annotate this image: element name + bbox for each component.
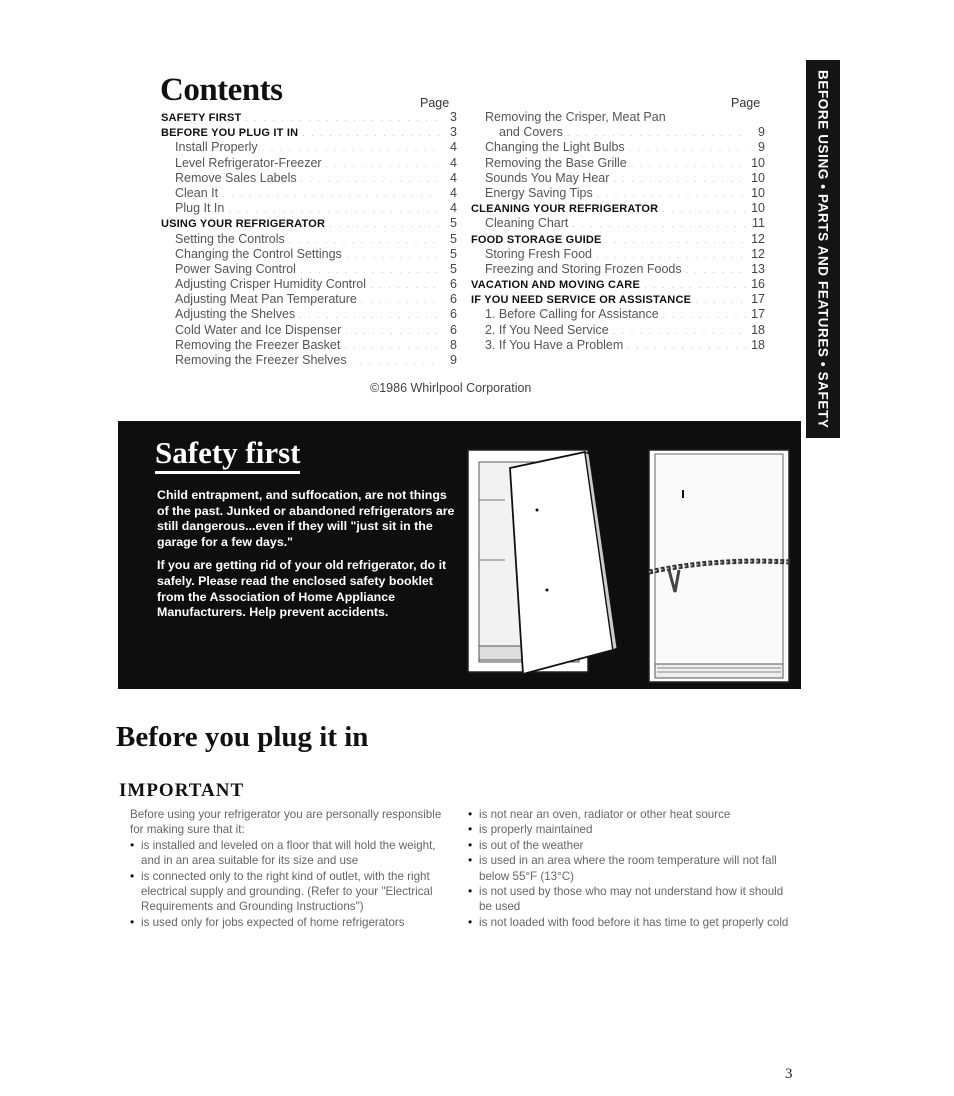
important-item: • is installed and leveled on a floor that will hold the weight, and in an area suitable for its size and use: [130, 838, 450, 869]
toc-entry-page: 18: [751, 322, 765, 337]
toc-entry: [471, 232, 765, 247]
toc-entry-title: Adjusting Crisper Humidity Control: [175, 277, 367, 292]
toc-leader-dots: [346, 248, 439, 263]
toc-entry-page: 10: [751, 201, 765, 216]
important-right-column: [468, 807, 793, 930]
toc-leader-dots: [329, 217, 439, 232]
toc-leader-dots: [572, 217, 747, 232]
important-item: • is properly maintained: [468, 822, 793, 837]
toc-entry-title: 3. If You Have a Problem: [485, 337, 624, 352]
toc-entry: [161, 201, 457, 216]
toc-entry-page: 6: [450, 322, 457, 337]
safety-warning-text: [157, 488, 457, 621]
toc-entry-title: Changing the Light Bulbs: [485, 140, 625, 155]
left-page-header: Page: [420, 96, 450, 110]
toc-entry: [471, 277, 765, 292]
toc-leader-dots: [613, 172, 747, 187]
toc-leader-dots: [695, 293, 747, 308]
toc-entry-title: BEFORE YOU PLUG IT IN: [161, 127, 299, 140]
toc-entry: [471, 171, 765, 186]
toc-leader-dots: [262, 141, 439, 156]
toc-entry-page: 6: [450, 307, 457, 322]
section-side-tab: [806, 60, 840, 438]
toc-entry: [471, 307, 765, 322]
toc-entry-page: 5: [450, 246, 457, 261]
toc-leader-dots: [289, 233, 439, 248]
important-left-column: [130, 807, 450, 930]
toc-leader-dots: [326, 157, 439, 172]
chained-refrigerator-illustration: [649, 450, 791, 682]
toc-leader-dots: [606, 233, 747, 248]
safety-first-panel: [118, 421, 801, 689]
important-item: • is not near an oven, radiator or other heat source: [468, 807, 793, 822]
toc-leader-dots: [613, 324, 747, 339]
toc-entry: [471, 216, 765, 231]
toc-entry: [471, 156, 765, 171]
important-item: • is used in an area where the room temperature will not fall below 55°F (13°C): [468, 853, 793, 884]
safety-title: Safety first: [155, 438, 300, 474]
important-item: • is used only for jobs expected of home refrigerators: [130, 915, 450, 930]
toc-entry-title: Storing Fresh Food: [485, 246, 592, 261]
toc-entry-title: 1. Before Calling for Assistance: [485, 307, 659, 322]
toc-entry: [161, 232, 457, 247]
open-refrigerator-illustration: [468, 450, 617, 674]
toc-entry-page: 17: [751, 307, 765, 322]
toc-entry-title: Cleaning Chart: [485, 216, 569, 231]
toc-leader-dots: [351, 354, 439, 369]
toc-entry: [471, 323, 765, 338]
toc-entry-title: Remove Sales Labels: [175, 170, 297, 185]
toc-entry-page: 8: [450, 337, 457, 352]
toc-entry-page: 10: [751, 155, 765, 170]
toc-entry-page: 5: [450, 231, 457, 246]
toc-leader-dots: [302, 126, 439, 141]
toc-entry-page: 17: [751, 292, 765, 307]
toc-entry-title: Adjusting Meat Pan Temperature: [175, 292, 357, 307]
toc-entry: [161, 171, 457, 186]
toc-entry-title: USING YOUR REFRIGERATOR: [161, 218, 326, 231]
toc-leader-dots: [299, 308, 439, 323]
important-item: • is out of the weather: [468, 838, 793, 853]
toc-entry: [161, 353, 457, 368]
toc-entry: [471, 125, 765, 140]
toc-leader-dots: [662, 202, 747, 217]
toc-entry-title: Changing the Control Settings: [175, 246, 342, 261]
toc-entry: [161, 216, 457, 231]
toc-entry-page: 4: [450, 201, 457, 216]
toc-entry: [471, 338, 765, 353]
toc-entry-title: Removing the Freezer Basket: [175, 337, 341, 352]
toc-entry: [471, 201, 765, 216]
toc-entry-page: 13: [751, 261, 765, 276]
toc-entry-page: 11: [752, 216, 765, 231]
toc-leader-dots: [344, 339, 439, 354]
toc-entry-page: 3: [450, 110, 457, 124]
toc-entry: [471, 247, 765, 262]
toc-leader-dots: [345, 324, 439, 339]
toc-entry: [161, 247, 457, 262]
before-you-plug-it-in-title: Before you plug it in: [116, 721, 369, 753]
toc-entry-title: Freezing and Storing Frozen Foods: [485, 261, 682, 276]
toc-leader-dots: [567, 126, 747, 141]
toc-entry-title: Level Refrigerator-Freezer: [175, 155, 322, 170]
toc-entry: [471, 262, 765, 277]
copyright-notice: ©1986 Whirlpool Corporation: [370, 381, 532, 395]
toc-entry: [161, 156, 457, 171]
toc-entry: [161, 338, 457, 353]
toc-entry-title: Removing the Crisper, Meat Pan: [485, 110, 666, 124]
toc-entry-page: 3: [450, 125, 457, 140]
toc-entry: [161, 125, 457, 140]
toc-entry-title: SAFETY FIRST: [161, 112, 242, 124]
toc-entry-page: 18: [751, 337, 765, 352]
page-number: 3: [785, 1066, 793, 1082]
toc-entry-title: Cold Water and Ice Dispenser: [175, 322, 342, 337]
toc-leader-dots: [300, 263, 439, 278]
toc-entry-title: FOOD STORAGE GUIDE: [471, 233, 602, 246]
toc-leader-dots: [370, 278, 439, 293]
toc-entry: [161, 262, 457, 277]
toc-entry-title: VACATION AND MOVING CARE: [471, 279, 640, 292]
toc-entry-page: 12: [751, 246, 765, 261]
toc-entry-page: 10: [751, 185, 765, 200]
important-item: • is not used by those who may not understand how it should be used: [468, 884, 793, 915]
toc-left-column: [161, 110, 457, 368]
toc-entry-title: Clean It: [175, 185, 219, 200]
safety-paragraph-2: If you are getting rid of your old refrigerator, do it safely. Please read the enclosed safety booklet from the Association of Home Appliance Manufacturers. Help prevent accidents.: [157, 558, 447, 620]
toc-entry-page: 9: [450, 353, 457, 367]
toc-entry-page: 5: [450, 216, 457, 231]
toc-leader-dots: [597, 187, 747, 202]
toc-entry-page: 9: [758, 125, 765, 140]
toc-entry-page: 6: [450, 292, 457, 307]
important-heading: IMPORTANT: [119, 780, 245, 801]
toc-leader-dots: [631, 157, 747, 172]
toc-leader-dots: [361, 293, 439, 308]
toc-entry-page: 4: [450, 185, 457, 200]
important-intro: Before using your refrigerator you are personally responsible for making sure that it:: [130, 808, 442, 837]
toc-leader-dots: [627, 339, 747, 354]
toc-entry: [471, 140, 765, 155]
side-tab-label: BEFORE USING • PARTS AND FEATURES • SAFETY: [815, 69, 831, 429]
toc-entry-title: Energy Saving Tips: [485, 185, 593, 200]
toc-entry-page: 16: [751, 277, 765, 292]
refrigerator-illustration: [465, 440, 795, 686]
toc-entry: [471, 292, 765, 307]
right-page-header: Page: [731, 96, 761, 110]
toc-entry: [161, 277, 457, 292]
toc-entry-title: CLEANING YOUR REFRIGERATOR: [471, 203, 659, 216]
toc-entry: [161, 323, 457, 338]
important-item: • is connected only to the right kind of outlet, with the right electrical supply and grounding. (Refer to your "Electrical Requirements and Grounding Instructions"): [130, 869, 450, 915]
toc-leader-dots: [222, 187, 439, 202]
toc-entry: [161, 292, 457, 307]
toc-entry: [471, 110, 765, 125]
toc-entry-page: 4: [450, 140, 457, 155]
toc-entry: [471, 186, 765, 201]
toc-leader-dots: [596, 248, 747, 263]
toc-entry-title: and Covers: [499, 125, 563, 140]
toc-entry: [161, 140, 457, 155]
toc-leader-dots: [644, 278, 747, 293]
toc-entry-title: 2. If You Need Service: [485, 322, 609, 337]
toc-entry: [161, 110, 457, 125]
important-item: • is not loaded with food before it has time to get properly cold: [468, 915, 793, 930]
toc-entry-page: 10: [751, 170, 765, 185]
toc-entry-page: 12: [751, 231, 765, 246]
toc-entry-title: Removing the Freezer Shelves: [175, 353, 347, 367]
toc-entry-title: Install Properly: [175, 140, 258, 155]
toc-leader-dots: [228, 202, 439, 217]
toc-entry-page: 4: [450, 170, 457, 185]
toc-entry-title: Setting the Controls: [175, 231, 285, 246]
toc-leader-dots: [245, 111, 439, 126]
toc-leader-dots: [301, 172, 439, 187]
toc-entry-page: 6: [450, 277, 457, 292]
toc-entry-title: Adjusting the Shelves: [175, 307, 296, 322]
toc-entry-title: Power Saving Control: [175, 261, 296, 276]
toc-entry-page: 9: [758, 140, 765, 155]
toc-entry-title: Sounds You May Hear: [485, 170, 610, 185]
toc-entry-page: 4: [450, 155, 457, 170]
toc-leader-dots: [629, 141, 747, 156]
safety-paragraph-1: Child entrapment, and suffocation, are not things of the past. Junked or abandoned refrigerators are still dangerous...even if they will "just sit in the garage for a few days.": [157, 488, 455, 549]
toc-entry: [161, 307, 457, 322]
toc-entry: [161, 186, 457, 201]
toc-entry-page: 5: [450, 261, 457, 276]
toc-entry-title: Plug It In: [175, 201, 225, 216]
toc-entry-title: Removing the Base Grille: [485, 155, 627, 170]
toc-leader-dots: [663, 308, 747, 323]
toc-right-column: [471, 110, 765, 353]
contents-title: Contents: [160, 72, 283, 108]
toc-entry-title: IF YOU NEED SERVICE OR ASSISTANCE: [471, 294, 692, 307]
toc-leader-dots: [686, 263, 747, 278]
